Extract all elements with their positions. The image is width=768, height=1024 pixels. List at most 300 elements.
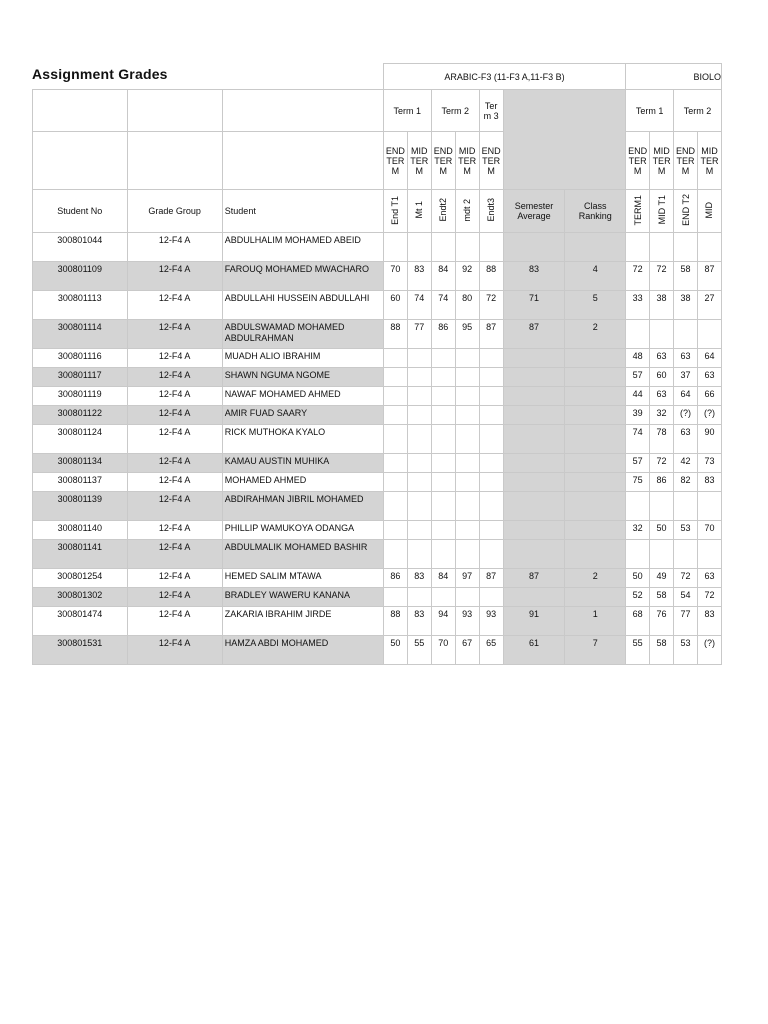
col-bio-mid-t1[interactable]: MID T1 [656,195,667,225]
semester-average-cell[interactable] [503,425,565,454]
arabic-score-cell[interactable] [407,540,431,569]
biology-score-cell[interactable]: 83 [697,473,721,492]
col-endt3[interactable]: Endt3 [486,198,497,222]
biology-score-cell[interactable]: 32 [650,406,674,425]
term-header-row [33,90,722,132]
biology-score-cell[interactable]: 64 [674,387,698,406]
col-mdt2[interactable]: mdt 2 [462,198,473,222]
biology-score-cell[interactable]: 73 [697,454,721,473]
student-name-cell[interactable]: ZAKARIA IBRAHIM JIRDE [222,607,383,636]
arabic-score-cell[interactable] [407,349,431,368]
arabic-score-cell[interactable] [431,368,455,387]
arabic-score-cell[interactable]: 80 [455,291,479,320]
biology-score-cell[interactable] [674,492,698,521]
arabic-score-cell[interactable] [455,492,479,521]
biology-score-cell[interactable] [626,492,650,521]
arabic-score-cell[interactable] [455,349,479,368]
table-row[interactable] [33,607,722,636]
student-no-cell[interactable]: 300801134 [33,454,128,473]
table-row[interactable] [33,291,722,320]
biology-score-cell[interactable]: 87 [697,262,721,291]
class-ranking-cell[interactable]: 4 [565,262,626,291]
biology-score-cell[interactable]: 83 [697,607,721,636]
grade-group-cell[interactable]: 12-F4 A [127,387,222,406]
arabic-score-cell[interactable] [479,349,503,368]
class-ranking-cell[interactable] [565,233,626,262]
student-no-cell[interactable]: 300801116 [33,349,128,368]
col-semester-average[interactable]: Semester Average [503,190,565,233]
grade-group-cell[interactable]: 12-F4 A [127,636,222,665]
arabic-score-cell[interactable] [383,454,407,473]
student-no-cell[interactable]: 300801119 [33,387,128,406]
student-name-cell[interactable]: FAROUQ MOHAMED MWACHARO [222,262,383,291]
biology-score-cell[interactable]: 63 [674,349,698,368]
arabic-score-cell[interactable] [479,588,503,607]
col-bio-mid[interactable]: MID [704,201,715,219]
biology-score-cell[interactable]: 72 [650,454,674,473]
grade-group-cell[interactable]: 12-F4 A [127,521,222,540]
arabic-score-cell[interactable]: 95 [455,320,479,349]
biology-score-cell[interactable]: 63 [674,425,698,454]
class-ranking-cell[interactable] [565,349,626,368]
student-no-cell[interactable]: 300801113 [33,291,128,320]
biology-score-cell[interactable] [674,320,698,349]
biology-score-cell[interactable] [697,320,721,349]
student-no-cell[interactable]: 300801302 [33,588,128,607]
arabic-score-cell[interactable] [431,387,455,406]
student-no-cell[interactable]: 300801124 [33,425,128,454]
student-no-cell[interactable]: 300801141 [33,540,128,569]
student-name-cell[interactable]: ABDIRAHMAN JIBRIL MOHAMED [222,492,383,521]
biology-score-cell[interactable] [697,492,721,521]
biology-score-cell[interactable]: (?) [697,636,721,665]
biology-score-cell[interactable] [626,540,650,569]
subject-header-biology: BIOLO [626,64,722,90]
arabic-score-cell[interactable]: 93 [479,607,503,636]
student-no-cell[interactable]: 300801117 [33,368,128,387]
biology-score-cell[interactable]: 64 [697,349,721,368]
biology-score-cell[interactable] [626,320,650,349]
grade-group-cell[interactable]: 12-F4 A [127,425,222,454]
biology-score-cell[interactable]: 33 [626,291,650,320]
grade-group-cell[interactable]: 12-F4 A [127,454,222,473]
arabic-score-cell[interactable] [407,473,431,492]
student-name-cell[interactable]: PHILLIP WAMUKOYA ODANGA [222,521,383,540]
col-bio-term1[interactable]: TERM1 [632,194,643,226]
arabic-score-cell[interactable]: 88 [383,320,407,349]
biology-score-cell[interactable]: 32 [626,521,650,540]
biology-score-cell[interactable]: 57 [626,368,650,387]
biology-score-cell[interactable]: 75 [626,473,650,492]
arabic-score-cell[interactable]: 93 [455,607,479,636]
col-end-t1[interactable]: End T1 [390,195,401,225]
semester-average-cell[interactable]: 71 [503,291,565,320]
page-title: Assignment Grades [32,66,168,82]
grade-group-cell[interactable]: 12-F4 A [127,368,222,387]
arabic-score-cell[interactable] [407,406,431,425]
arabic-score-cell[interactable]: 84 [431,262,455,291]
arabic-score-cell[interactable] [407,387,431,406]
arabic-score-cell[interactable]: 83 [407,569,431,588]
class-ranking-cell[interactable] [565,540,626,569]
student-name-cell[interactable]: KAMAU AUSTIN MUHIKA [222,454,383,473]
table-row[interactable] [33,492,722,521]
student-name-cell[interactable]: SHAWN NGUMA NGOME [222,368,383,387]
student-name-cell[interactable]: HEMED SALIM MTAWA [222,569,383,588]
mid-term-header: MID TER M [697,132,721,190]
arabic-score-cell[interactable]: 70 [431,636,455,665]
arabic-score-cell[interactable] [407,588,431,607]
semester-average-cell[interactable] [503,387,565,406]
semester-average-cell[interactable] [503,368,565,387]
arabic-score-cell[interactable]: 60 [383,291,407,320]
arabic-score-cell[interactable] [383,406,407,425]
arabic-score-cell[interactable] [407,425,431,454]
mid-term-header: MID TER M [650,132,674,190]
arabic-score-cell[interactable] [479,233,503,262]
student-name-cell[interactable]: ABDULLAHI HUSSEIN ABDULLAHI [222,291,383,320]
student-no-cell[interactable]: 300801474 [33,607,128,636]
table-row[interactable] [33,262,722,291]
biology-score-cell[interactable]: 76 [650,607,674,636]
arabic-score-cell[interactable]: 87 [479,320,503,349]
col-student-no[interactable]: Student No [33,190,128,233]
col-grade-group[interactable]: Grade Group [127,190,222,233]
class-ranking-cell[interactable]: 5 [565,291,626,320]
arabic-score-cell[interactable] [455,425,479,454]
biology-score-cell[interactable]: 38 [650,291,674,320]
biology-score-cell[interactable]: 37 [674,368,698,387]
arabic-score-cell[interactable]: 50 [383,636,407,665]
grade-group-cell[interactable]: 12-F4 A [127,291,222,320]
arabic-score-cell[interactable] [383,387,407,406]
student-no-cell[interactable]: 300801122 [33,406,128,425]
biology-score-cell[interactable]: 39 [626,406,650,425]
grade-group-cell[interactable]: 12-F4 A [127,233,222,262]
biology-score-cell[interactable]: 72 [674,569,698,588]
arabic-score-cell[interactable] [455,588,479,607]
class-ranking-cell[interactable] [565,473,626,492]
arabic-score-cell[interactable] [479,387,503,406]
student-name-cell[interactable]: MUADH ALIO IBRAHIM [222,349,383,368]
table-row[interactable] [33,349,722,368]
student-name-cell[interactable]: ABDULSWAMAD MOHAMED ABDULRAHMAN [222,320,383,349]
arabic-score-cell[interactable]: 77 [407,320,431,349]
arabic-score-cell[interactable]: 88 [479,262,503,291]
col-class-ranking[interactable]: Class Ranking [565,190,626,233]
arabic-score-cell[interactable]: 83 [407,607,431,636]
arabic-score-cell[interactable]: 83 [407,262,431,291]
biology-score-cell[interactable]: 54 [674,588,698,607]
arabic-score-cell[interactable]: 84 [431,569,455,588]
biology-score-cell[interactable] [697,233,721,262]
class-ranking-cell[interactable]: 7 [565,636,626,665]
semester-average-cell[interactable] [503,473,565,492]
arabic-score-cell[interactable] [431,233,455,262]
biology-score-cell[interactable]: 44 [626,387,650,406]
biology-score-cell[interactable]: 72 [697,588,721,607]
biology-score-cell[interactable]: 53 [674,636,698,665]
semester-average-cell[interactable] [503,588,565,607]
arabic-score-cell[interactable]: 55 [407,636,431,665]
student-name-cell[interactable]: RICK MUTHOKA KYALO [222,425,383,454]
class-ranking-cell[interactable]: 2 [565,569,626,588]
biology-score-cell[interactable] [650,492,674,521]
arabic-score-cell[interactable]: 94 [431,607,455,636]
arabic-score-cell[interactable] [383,473,407,492]
student-name-cell[interactable]: HAMZA ABDI MOHAMED [222,636,383,665]
class-ranking-cell[interactable] [565,492,626,521]
arabic-score-cell[interactable] [407,492,431,521]
grades-sheet[interactable] [32,63,722,673]
class-ranking-cell[interactable] [565,521,626,540]
student-name-cell[interactable]: AMIR FUAD SAARY [222,406,383,425]
biology-score-cell[interactable]: 74 [626,425,650,454]
semester-average-cell[interactable] [503,454,565,473]
end-term-header: END TER M [626,132,650,190]
arabic-score-cell[interactable] [455,454,479,473]
arabic-score-cell[interactable] [431,473,455,492]
arabic-score-cell[interactable] [431,425,455,454]
biology-score-cell[interactable]: 66 [697,387,721,406]
arabic-score-cell[interactable] [431,349,455,368]
arabic-score-cell[interactable]: 88 [383,607,407,636]
bio-term1-header: Term 1 [626,90,674,132]
arabic-score-cell[interactable] [431,492,455,521]
arabic-score-cell[interactable] [383,425,407,454]
biology-score-cell[interactable]: 53 [674,521,698,540]
arabic-score-cell[interactable] [479,540,503,569]
class-ranking-cell[interactable] [565,387,626,406]
arabic-score-cell[interactable] [431,454,455,473]
semester-average-cell[interactable]: 83 [503,262,565,291]
arabic-score-cell[interactable] [431,540,455,569]
student-name-cell[interactable]: BRADLEY WAWERU KANANA [222,588,383,607]
biology-score-cell[interactable]: (?) [697,406,721,425]
student-no-cell[interactable]: 300801140 [33,521,128,540]
arabic-score-cell[interactable] [455,233,479,262]
col-bio-end-t2[interactable]: END T2 [680,194,691,226]
class-ranking-cell[interactable]: 1 [565,607,626,636]
biology-score-cell[interactable]: 86 [650,473,674,492]
student-no-cell[interactable]: 300801137 [33,473,128,492]
table-row[interactable] [33,387,722,406]
biology-score-cell[interactable]: 63 [697,569,721,588]
column-header-row [33,190,722,233]
term2-header: Term 2 [431,90,479,132]
biology-score-cell[interactable]: 57 [626,454,650,473]
semester-average-cell[interactable]: 87 [503,569,565,588]
grade-group-cell[interactable]: 12-F4 A [127,569,222,588]
grade-group-cell[interactable]: 12-F4 A [127,473,222,492]
arabic-score-cell[interactable] [455,387,479,406]
biology-score-cell[interactable]: 38 [674,291,698,320]
biology-score-cell[interactable]: 90 [697,425,721,454]
end-term-header: END TER M [674,132,698,190]
biology-score-cell[interactable]: 77 [674,607,698,636]
arabic-score-cell[interactable] [383,349,407,368]
arabic-score-cell[interactable]: 74 [431,291,455,320]
table-row[interactable] [33,473,722,492]
subject-header-arabic: ARABIC-F3 (11-F3 A,11-F3 B) [383,64,625,90]
class-ranking-cell[interactable] [565,454,626,473]
arabic-score-cell[interactable] [431,406,455,425]
arabic-score-cell[interactable] [455,368,479,387]
biology-score-cell[interactable]: 68 [626,607,650,636]
grade-group-cell[interactable]: 12-F4 A [127,320,222,349]
arabic-score-cell[interactable] [383,521,407,540]
grade-group-cell[interactable]: 12-F4 A [127,540,222,569]
arabic-score-cell[interactable] [455,521,479,540]
student-no-cell[interactable]: 300801114 [33,320,128,349]
table-row[interactable] [33,233,722,262]
biology-score-cell[interactable]: 49 [650,569,674,588]
table-row[interactable] [33,540,722,569]
arabic-score-cell[interactable]: 70 [383,262,407,291]
grade-group-cell[interactable]: 12-F4 A [127,607,222,636]
semester-average-cell[interactable]: 91 [503,607,565,636]
semester-average-cell[interactable] [503,521,565,540]
biology-score-cell[interactable]: 55 [626,636,650,665]
arabic-score-cell[interactable]: 87 [479,569,503,588]
arabic-score-cell[interactable] [407,233,431,262]
student-name-cell[interactable]: ABDULMALIK MOHAMED BASHIR [222,540,383,569]
table-row[interactable] [33,569,722,588]
table-row[interactable] [33,425,722,454]
arabic-score-cell[interactable] [383,233,407,262]
biology-score-cell[interactable]: 70 [697,521,721,540]
arabic-score-cell[interactable] [383,588,407,607]
col-student[interactable]: Student [222,190,383,233]
biology-score-cell[interactable]: 42 [674,454,698,473]
table-row[interactable] [33,320,722,349]
semester-average-cell[interactable] [503,233,565,262]
student-no-cell[interactable]: 300801531 [33,636,128,665]
arabic-score-cell[interactable]: 74 [407,291,431,320]
arabic-score-cell[interactable]: 86 [431,320,455,349]
biology-score-cell[interactable]: 63 [650,387,674,406]
arabic-score-cell[interactable] [479,406,503,425]
class-ranking-cell[interactable] [565,406,626,425]
biology-score-cell[interactable]: 58 [650,588,674,607]
arabic-score-cell[interactable]: 97 [455,569,479,588]
biology-score-cell[interactable]: 78 [650,425,674,454]
table-row[interactable] [33,588,722,607]
arabic-score-cell[interactable] [383,368,407,387]
class-ranking-cell[interactable] [565,425,626,454]
col-mt1[interactable]: Mt 1 [414,201,425,219]
student-name-cell[interactable]: MOHAMED AHMED [222,473,383,492]
grade-group-cell[interactable]: 12-F4 A [127,588,222,607]
biology-score-cell[interactable]: 58 [674,262,698,291]
arabic-score-cell[interactable]: 72 [479,291,503,320]
arabic-score-cell[interactable] [455,540,479,569]
arabic-score-cell[interactable] [479,425,503,454]
biology-score-cell[interactable] [674,540,698,569]
semester-average-cell[interactable] [503,406,565,425]
biology-score-cell[interactable]: (?) [674,406,698,425]
student-no-cell[interactable]: 300801139 [33,492,128,521]
biology-score-cell[interactable] [650,540,674,569]
arabic-score-cell[interactable]: 67 [455,636,479,665]
biology-score-cell[interactable]: 63 [650,349,674,368]
arabic-score-cell[interactable] [407,454,431,473]
biology-score-cell[interactable]: 50 [626,569,650,588]
student-name-cell[interactable]: NAWAF MOHAMED AHMED [222,387,383,406]
grade-group-cell[interactable]: 12-F4 A [127,262,222,291]
semester-average-cell[interactable]: 61 [503,636,565,665]
arabic-score-cell[interactable] [407,368,431,387]
class-ranking-cell[interactable] [565,588,626,607]
student-no-cell[interactable]: 300801109 [33,262,128,291]
biology-score-cell[interactable]: 63 [697,368,721,387]
biology-score-cell[interactable]: 82 [674,473,698,492]
arabic-score-cell[interactable] [407,521,431,540]
semester-average-cell[interactable] [503,349,565,368]
biology-score-cell[interactable]: 48 [626,349,650,368]
semester-average-cell[interactable] [503,540,565,569]
table-row[interactable] [33,636,722,665]
student-no-cell[interactable]: 300801044 [33,233,128,262]
biology-score-cell[interactable] [650,233,674,262]
arabic-score-cell[interactable] [479,521,503,540]
biology-score-cell[interactable] [650,320,674,349]
arabic-score-cell[interactable] [479,454,503,473]
arabic-score-cell[interactable] [479,492,503,521]
grade-group-cell[interactable]: 12-F4 A [127,406,222,425]
biology-score-cell[interactable]: 72 [626,262,650,291]
arabic-score-cell[interactable] [479,368,503,387]
grades-table [32,63,722,665]
arabic-score-cell[interactable] [383,492,407,521]
biology-score-cell[interactable]: 58 [650,636,674,665]
biology-score-cell[interactable]: 52 [626,588,650,607]
arabic-score-cell[interactable] [479,473,503,492]
arabic-score-cell[interactable] [383,540,407,569]
biology-score-cell[interactable] [626,233,650,262]
arabic-score-cell[interactable] [455,406,479,425]
arabic-score-cell[interactable] [431,588,455,607]
student-no-cell[interactable]: 300801254 [33,569,128,588]
semester-average-cell[interactable] [503,492,565,521]
biology-score-cell[interactable]: 60 [650,368,674,387]
grade-group-cell[interactable]: 12-F4 A [127,492,222,521]
arabic-score-cell[interactable]: 65 [479,636,503,665]
arabic-score-cell[interactable] [455,473,479,492]
class-ranking-cell[interactable] [565,368,626,387]
biology-score-cell[interactable]: 27 [697,291,721,320]
arabic-score-cell[interactable]: 86 [383,569,407,588]
student-name-cell[interactable]: ABDULHALIM MOHAMED ABEID [222,233,383,262]
class-ranking-cell[interactable]: 2 [565,320,626,349]
col-endt2[interactable]: Endt2 [438,198,449,222]
table-row[interactable] [33,406,722,425]
biology-score-cell[interactable]: 72 [650,262,674,291]
biology-score-cell[interactable] [674,233,698,262]
arabic-score-cell[interactable]: 92 [455,262,479,291]
end-term-header: END TER M [479,132,503,190]
grade-group-cell[interactable]: 12-F4 A [127,349,222,368]
subject-header-row [33,64,722,90]
mid-term-header: MID TER M [407,132,431,190]
biology-score-cell[interactable] [697,540,721,569]
table-row[interactable] [33,368,722,387]
table-row[interactable] [33,521,722,540]
arabic-score-cell[interactable] [431,521,455,540]
table-row[interactable] [33,454,722,473]
semester-average-cell[interactable]: 87 [503,320,565,349]
biology-score-cell[interactable]: 50 [650,521,674,540]
